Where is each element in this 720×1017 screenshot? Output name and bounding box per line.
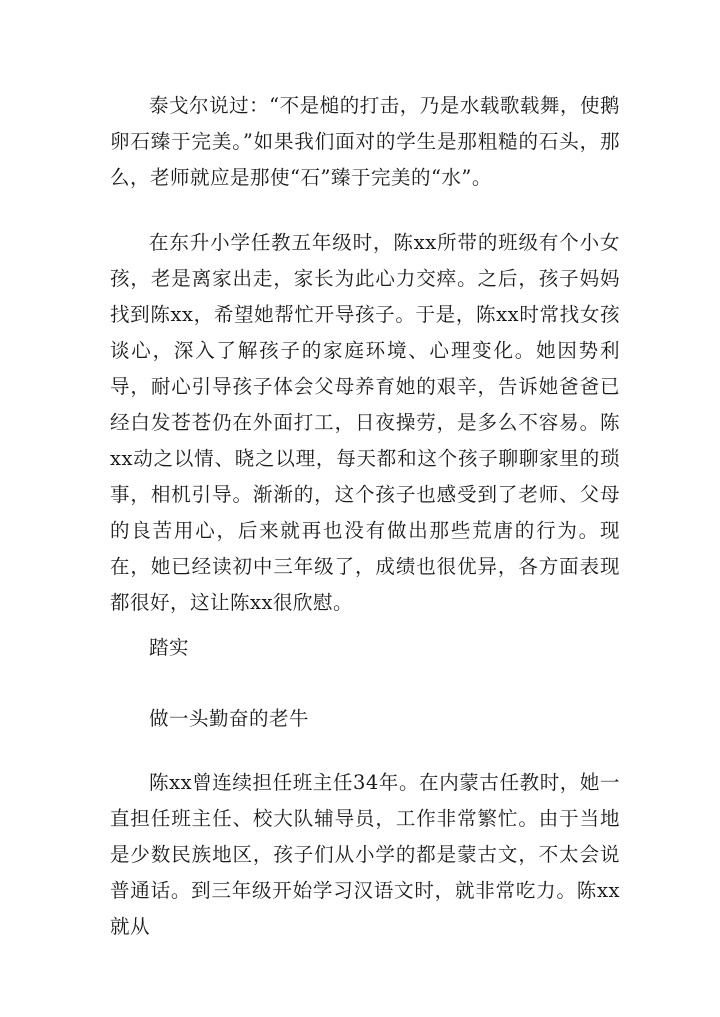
paragraph-tagore-quote: 泰戈尔说过：“不是槌的打击，乃是水载歌载舞，使鹅卵石臻于完美。”如果我们面对的学生是那粗糙的石头，那么，老师就应是那使“石”臻于完美的“水”。 xyxy=(110,94,620,189)
section-subheading-old-ox: 做一头勤奋的老牛 xyxy=(149,707,310,730)
paragraph-inner-mongolia: 陈xx曾连续担任班主任34年。在内蒙古任教时，她一直担任班主任、校大队辅导员，工作非常繁忙。由于当地是少数民族地区，孩子们从小学的都是蒙古文，不太会说普通话。到三年级开始学习汉语文时，就非常吃力。陈xx就从 xyxy=(110,771,620,938)
section-heading-tashi: 踏实 xyxy=(149,636,190,659)
paragraph-dongsheng-story: 在东升小学任教五年级时，陈xx所带的班级有个小女孩，老是离家出走，家长为此心力交瘁。之后，孩子妈妈找到陈xx，希望她帮忙开导孩子。于是，陈xx时常找女孩谈心，深入了解孩子的家庭环境、心理变化。她因势利导，耐心引导孩子体会父母养育她的艰辛，告诉她爸爸已经白发苍苍仍在外面打工，日夜操劳，是多么不容易。陈xx动之以情、晓之以理，每天都和这个孩子聊聊家里的琐事，相机引导。渐渐的，这个孩子也感受到了老师、父母的良苦用心，后来就再也没有做出那些荒唐的行为。现在，她已经读初中三年级了，成绩也很优异，各方面表现都很好，这让陈xx很欣慰。 xyxy=(110,231,620,614)
